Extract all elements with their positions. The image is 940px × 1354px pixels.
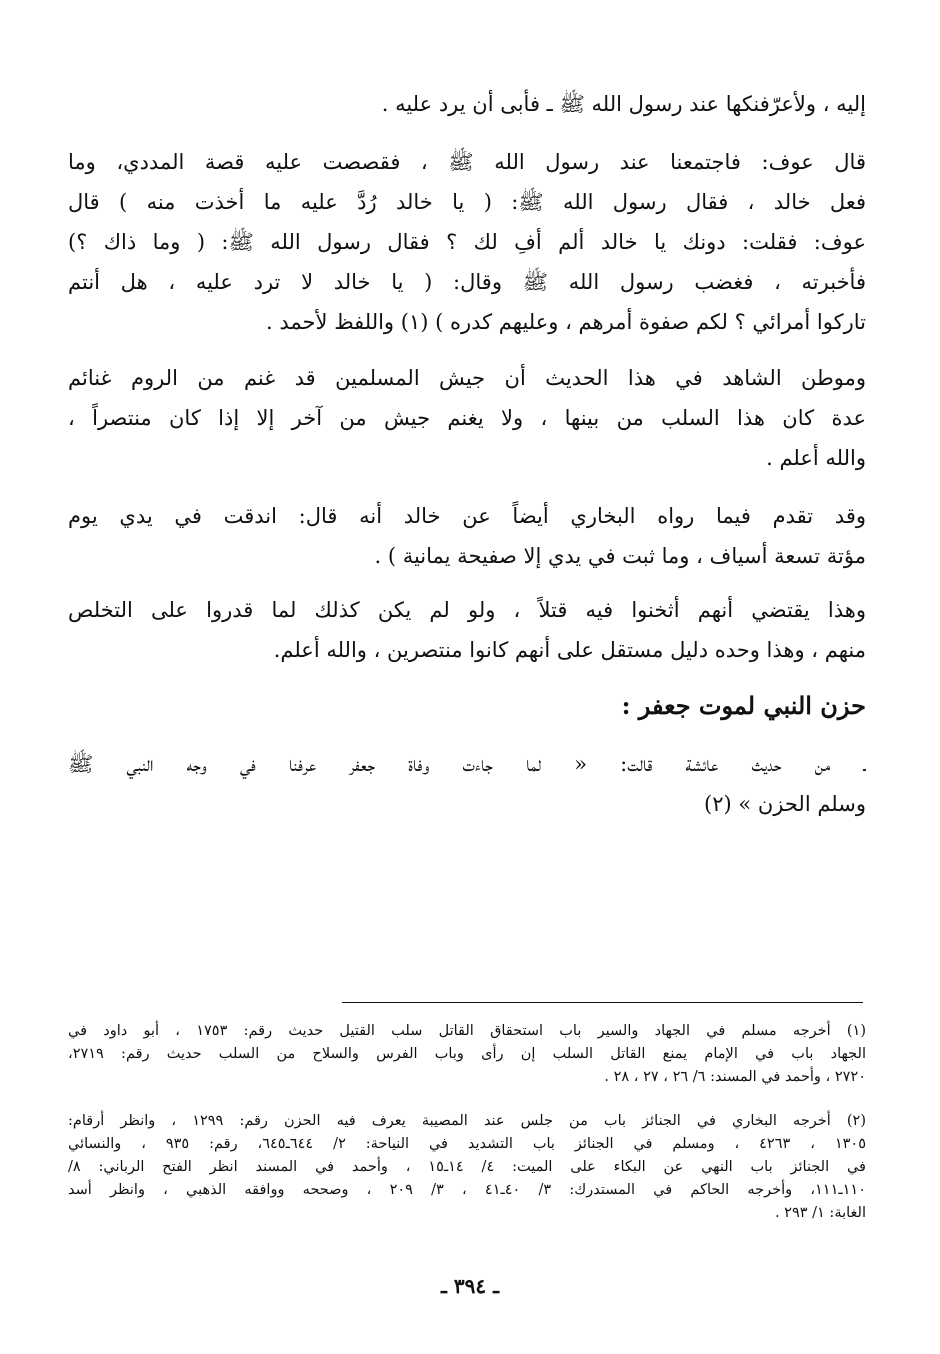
section-heading: حزن النبي لموت جعفر :	[621, 691, 866, 720]
text-line: فعل خالد ، فقال رسول الله ﷺ: ( يا خالد رُدَّ عليه ما أخذت منه ) قال	[68, 190, 866, 214]
footnote-2	[68, 1110, 866, 1225]
footnote-line: في الجنائز باب النهي عن البكاء على الميت: ٤/ ١٤ـ١٥ ، وأحمد في المسند انظر الفتح الرباني: ٨/	[68, 1159, 866, 1175]
footnote-1	[68, 1020, 866, 1089]
text-line: والله أعلم .	[766, 446, 866, 470]
paragraph-3	[68, 358, 866, 478]
text-line: ـ من حديث عائشة قالت: « لما جاءت وفاة جعفر عرفنا في وجه النبي ﷺ	[68, 752, 866, 776]
text-line: وهذا يقتضي أنهم أثخنوا فيه قتلاً ، ولو لم يكن كذلك لما قدروا على التخلص	[68, 598, 866, 622]
text-line: فأخبرته ، فغضب رسول الله ﷺ وقال: ( يا خالد لا ترد عليه ، هل أنتم	[68, 270, 866, 294]
text-line: قال عوف: فاجتمعنا عند رسول الله ﷺ ، فقصصت عليه قصة المددي، وما	[68, 150, 866, 174]
footnote-line: الغابة: ١/ ٢٩٣ .	[774, 1205, 866, 1221]
footnote-line: ٢٧٢٠ ، وأحمد في المسند: ٦/ ٢٦ ، ٢٧ ، ٢٨ .	[604, 1069, 866, 1085]
paragraph-2	[68, 142, 866, 342]
text-line: وقد تقدم فيما رواه البخاري أيضاً عن خالد أنه قال: اندقت في يدي يوم	[68, 504, 866, 528]
footnote-line: الجهاد باب في الإمام يمنع القاتل السلب إن رأى وباب الفرس والسلاح من السلب حديث رقم: ٢٧١٩،	[68, 1046, 866, 1062]
footnote-separator	[342, 1002, 863, 1003]
paragraph-1	[68, 84, 866, 124]
section-paragraph	[68, 744, 866, 824]
footnote-line: (١) أخرجه مسلم في الجهاد والسير باب استحقاق القاتل سلب القتيل حديث رقم: ١٧٥٣ ، أبو داود في	[68, 1023, 866, 1039]
paragraph-4	[68, 496, 866, 576]
paragraph-5	[68, 590, 866, 670]
text-line: منهم ، وهذا وحده دليل مستقل على أنهم كانوا منتصرين ، والله أعلم.	[273, 638, 866, 662]
footnote-line: ١٣٠٥ ، ٤٢٦٣ ، ومسلم في الجنائز باب التشديد في النياحة: ٢/ ٦٤٤ـ٦٤٥، رقم: ٩٣٥ ، والنسائي	[68, 1136, 866, 1152]
text-line: وسلم الحزن » (٢)	[703, 792, 866, 816]
text-line: تاركوا أمرائي ؟ لكم صفوة أمرهم ، وعليهم كدره ) (١) واللفظ لأحمد .	[266, 310, 866, 334]
text-line: عدة كان هذا السلب من بينها ، ولا يغنم جيش من آخر إلا إذا كان منتصراً ،	[68, 406, 866, 430]
footnote-line: ١١٠ـ١١١، وأخرجه الحاكم في المستدرك: ٣/ ٤٠ـ٤١ ، ٣/ ٢٠٩ ، وصححه ووافقه الذهبي ، وانظر أسد	[68, 1182, 866, 1198]
page-number: ـ ٣٩٤ ـ	[441, 1274, 499, 1298]
footnote-line: (٢) أخرجه البخاري في الجنائز باب من جلس عند المصيبة يعرف فيه الحزن رقم: ١٢٩٩ ، وانظر أرقام:	[68, 1113, 866, 1129]
text-line: مؤتة تسعة أسياف ، وما ثبت في يدي إلا صفيحة يمانية ) .	[374, 544, 866, 568]
text-line: عوف: فقلت: دونك يا خالد ألم أفِ لك ؟ فقال رسول الله ﷺ: ( وما ذاك ؟)	[68, 230, 866, 254]
text-line: إليه ، ولأعرّفنكها عند رسول الله ﷺ ـ فأبى أن يرد عليه .	[381, 92, 866, 116]
text-line: وموطن الشاهد في هذا الحديث أن جيش المسلمين قد غنم من الروم غنائم	[68, 366, 866, 390]
